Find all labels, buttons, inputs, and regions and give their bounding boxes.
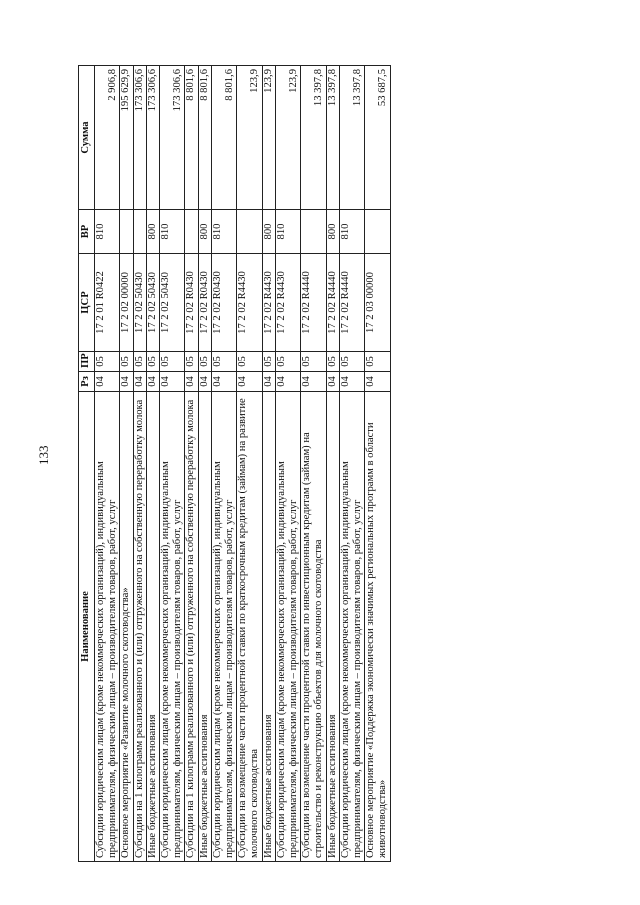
- cell-sum: 53 687,5: [365, 66, 390, 210]
- cell-sum: 173 306,6: [133, 66, 146, 210]
- cell-vr: 810: [211, 210, 236, 254]
- cell-name: Субсидии на 1 килограмм реализованного и (или) отгруженного на собственную переработку молока: [185, 392, 198, 862]
- cell-rz: 04: [326, 372, 339, 392]
- cell-pr: 05: [262, 352, 275, 372]
- header-rz: Рз: [79, 372, 95, 392]
- cell-vr: 800: [326, 210, 339, 254]
- table-row: [120, 66, 133, 862]
- table-row: [185, 66, 198, 862]
- cell-name: Иные бюджетные ассигнования: [262, 392, 275, 862]
- cell-name: Иные бюджетные ассигнования: [146, 392, 159, 862]
- cell-rz: 04: [95, 372, 120, 392]
- cell-sum: 173 306,6: [146, 66, 159, 210]
- table-row: [275, 66, 300, 862]
- cell-rz: 04: [120, 372, 133, 392]
- table-body: [95, 66, 391, 862]
- cell-name: Субсидии юридическим лицам (кроме некоммерческих организаций), индивидуальным предпринимателям, физическим лицам – производителям товаров, работ, услуг: [95, 392, 120, 862]
- cell-name: Субсидии на возмещение части процентной ставки по инвестиционным кредитам (займам) на строительство и реконструкцию объектов для молочного скотоводства: [301, 392, 326, 862]
- cell-pr: 05: [211, 352, 236, 372]
- cell-vr: 800: [262, 210, 275, 254]
- cell-rz: 04: [185, 372, 198, 392]
- cell-rz: 04: [301, 372, 326, 392]
- cell-pr: 05: [326, 352, 339, 372]
- cell-rz: 04: [275, 372, 300, 392]
- cell-vr: [237, 210, 262, 254]
- table-row: [365, 66, 390, 862]
- cell-sum: 13 397,8: [301, 66, 326, 210]
- cell-sum: 123,9: [262, 66, 275, 210]
- header-vr: ВР: [79, 210, 95, 254]
- header-csr: ЦСР: [79, 254, 95, 352]
- cell-rz: 04: [339, 372, 364, 392]
- cell-sum: 123,9: [275, 66, 300, 210]
- cell-sum: 8 801,6: [185, 66, 198, 210]
- cell-csr: 17 2 02 R0430: [211, 254, 236, 352]
- cell-vr: 810: [95, 210, 120, 254]
- cell-pr: 05: [301, 352, 326, 372]
- budget-table: [78, 65, 391, 862]
- cell-pr: 05: [275, 352, 300, 372]
- header-sum: Сумма: [79, 66, 95, 210]
- header-pr: ПР: [79, 352, 95, 372]
- table-row: [301, 66, 326, 862]
- cell-pr: 05: [160, 352, 185, 372]
- cell-sum: 13 397,8: [326, 66, 339, 210]
- cell-vr: 810: [339, 210, 364, 254]
- page-number: 133: [36, 445, 51, 465]
- cell-sum: 13 397,8: [339, 66, 364, 210]
- cell-pr: 05: [339, 352, 364, 372]
- cell-csr: 17 2 02 R4430: [237, 254, 262, 352]
- cell-vr: 810: [275, 210, 300, 254]
- table-row: [160, 66, 185, 862]
- table-row: [339, 66, 364, 862]
- cell-vr: [120, 210, 133, 254]
- table-row: [237, 66, 262, 862]
- cell-csr: 17 2 02 00000: [120, 254, 133, 352]
- cell-rz: 04: [160, 372, 185, 392]
- cell-sum: 173 306,6: [160, 66, 185, 210]
- cell-rz: 04: [237, 372, 262, 392]
- cell-csr: 17 2 02 R0430: [198, 254, 211, 352]
- cell-name: Субсидии на 1 килограмм реализованного и (или) отгруженного на собственную переработку молока: [133, 392, 146, 862]
- cell-sum: 8 801,6: [211, 66, 236, 210]
- cell-name: Основное мероприятие «Развитие молочного скотоводства»: [120, 392, 133, 862]
- cell-csr: 17 2 02 50430: [160, 254, 185, 352]
- table-row: [262, 66, 275, 862]
- cell-sum: 8 801,6: [198, 66, 211, 210]
- cell-csr: 17 2 02 R0430: [185, 254, 198, 352]
- cell-rz: 04: [211, 372, 236, 392]
- cell-sum: 2 906,8: [95, 66, 120, 210]
- table-row: [146, 66, 159, 862]
- cell-name: Субсидии на возмещение части процентной ставки по краткосрочным кредитам (займам) на развитие молочного скотоводства: [237, 392, 262, 862]
- cell-pr: 05: [95, 352, 120, 372]
- cell-csr: 17 2 02 R4440: [326, 254, 339, 352]
- table-row: [326, 66, 339, 862]
- cell-pr: 05: [198, 352, 211, 372]
- cell-csr: 17 2 02 50430: [146, 254, 159, 352]
- cell-vr: 800: [146, 210, 159, 254]
- cell-name: Субсидии юридическим лицам (кроме некоммерческих организаций), индивидуальным предпринимателям, физическим лицам – производителям товаров, работ, услуг: [275, 392, 300, 862]
- cell-pr: 05: [365, 352, 390, 372]
- cell-pr: 05: [237, 352, 262, 372]
- rotated-page-content: [78, 66, 564, 862]
- table-row: [198, 66, 211, 862]
- table-header-row: [79, 66, 95, 862]
- cell-pr: 05: [185, 352, 198, 372]
- cell-vr: [301, 210, 326, 254]
- cell-csr: 17 2 03 00000: [365, 254, 390, 352]
- header-name: Наименование: [79, 392, 95, 862]
- cell-name: Иные бюджетные ассигнования: [198, 392, 211, 862]
- cell-csr: 17 2 02 50430: [133, 254, 146, 352]
- cell-csr: 17 2 02 R4430: [275, 254, 300, 352]
- cell-name: Субсидии юридическим лицам (кроме некоммерческих организаций), индивидуальным предпринимателям, физическим лицам – производителям товаров, работ, услуг: [160, 392, 185, 862]
- cell-csr: 17 2 02 R4440: [301, 254, 326, 352]
- cell-rz: 04: [133, 372, 146, 392]
- cell-pr: 05: [120, 352, 133, 372]
- cell-csr: 17 2 02 R4440: [339, 254, 364, 352]
- table-row: [133, 66, 146, 862]
- cell-rz: 04: [146, 372, 159, 392]
- cell-csr: 17 2 02 R4430: [262, 254, 275, 352]
- cell-pr: 05: [146, 352, 159, 372]
- cell-vr: 810: [160, 210, 185, 254]
- cell-csr: 17 2 01 R0422: [95, 254, 120, 352]
- cell-rz: 04: [262, 372, 275, 392]
- cell-vr: [185, 210, 198, 254]
- table-row: [211, 66, 236, 862]
- cell-pr: 05: [133, 352, 146, 372]
- cell-sum: 195 629,9: [120, 66, 133, 210]
- cell-vr: 800: [198, 210, 211, 254]
- cell-vr: [133, 210, 146, 254]
- cell-name: Субсидии юридическим лицам (кроме некоммерческих организаций), индивидуальным предпринимателям, физическим лицам – производителям товаров, работ, услуг: [339, 392, 364, 862]
- table-row: [95, 66, 120, 862]
- cell-name: Основное мероприятие «Поддержка экономически значимых региональных программ в области животноводства»: [365, 392, 390, 862]
- cell-rz: 04: [198, 372, 211, 392]
- cell-vr: [365, 210, 390, 254]
- cell-name: Иные бюджетные ассигнования: [326, 392, 339, 862]
- cell-name: Субсидии юридическим лицам (кроме некоммерческих организаций), индивидуальным предпринимателям, физическим лицам – производителям товаров, работ, услуг: [211, 392, 236, 862]
- cell-sum: 123,9: [237, 66, 262, 210]
- cell-rz: 04: [365, 372, 390, 392]
